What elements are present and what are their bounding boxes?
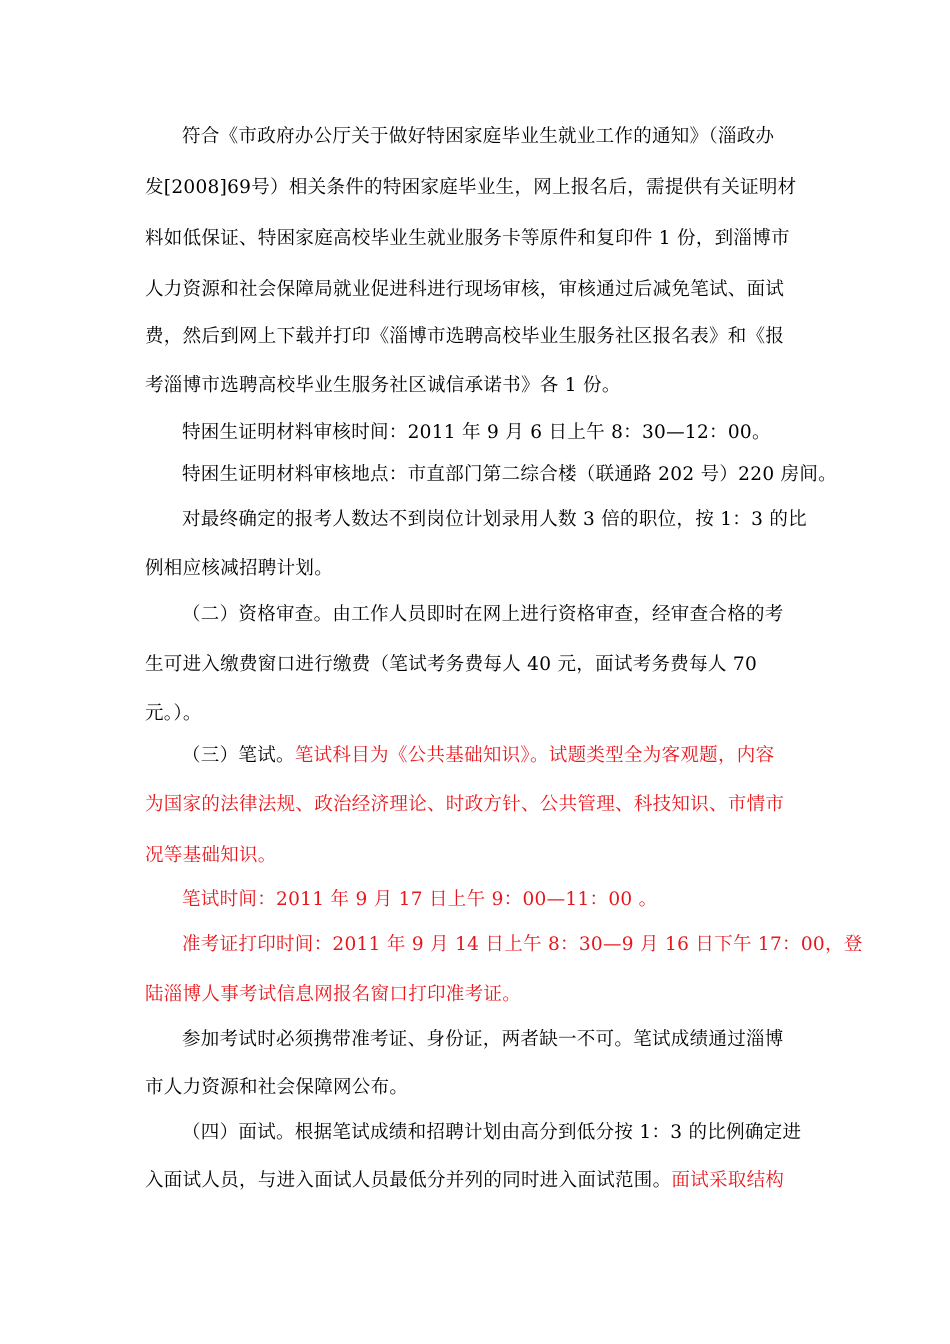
text-span: 费，然后到网上下载并打印《淄博市选聘高校毕业生服务社区报名表》和《报: [145, 326, 785, 347]
text-span: 料如低保证、特困家庭高校毕业生就业服务卡等原件和复印件 1 份，到淄博市: [145, 228, 790, 249]
text-span: 符合《市政府办公厅关于做好特困家庭毕业生就业工作的通知》（淄政办: [182, 126, 775, 147]
text-line: [182, 602, 784, 628]
text-line: [145, 1168, 784, 1194]
text-line: [182, 932, 863, 958]
text-span: 特困生证明材料审核地点：市直部门第二综合楼（联通路 202 号）220 房间。: [182, 464, 837, 485]
text-span: 元。）。: [145, 703, 202, 724]
text-line: [182, 420, 771, 446]
text-span: 参加考试时必须携带准考证、身份证，两者缺一不可。笔试成绩通过淄博: [182, 1029, 784, 1050]
text-span: 生可进入缴费窗口进行缴费（笔试考务费每人 40 元，面试考务费每人 70: [145, 654, 758, 675]
text-line: [145, 1075, 408, 1101]
text-line: [145, 652, 757, 678]
text-line: [182, 743, 774, 769]
text-line: [145, 175, 796, 201]
text-span: 市人力资源和社会保障网公布。: [145, 1077, 409, 1098]
text-span: 考淄博市选聘高校毕业生服务社区诚信承诺书》各 1 份。: [145, 375, 621, 396]
text-span: 特困生证明材料审核时间：2011 年 9 月 6 日上午 8：30—12：00。: [182, 422, 771, 443]
text-line: [145, 556, 333, 582]
highlight-span: 况等基础知识。: [145, 845, 277, 866]
text-line: [145, 373, 621, 399]
text-span: 发[2008]69号）相关条件的特困家庭毕业生，网上报名后，需提供有关证明材: [145, 177, 797, 198]
highlight-span: 面试采取结构: [671, 1170, 785, 1191]
text-span: （四）面试。根据笔试成绩和招聘计划由高分到低分按 1：3 的比例确定进: [182, 1122, 802, 1143]
text-line: [145, 226, 790, 252]
text-line: [145, 277, 784, 303]
text-span: 例相应核减招聘计划。: [145, 558, 334, 579]
highlight-span: 笔试时间：2011 年 9 月 17 日上午 9：00—11：00 。: [182, 889, 658, 910]
text-span: （二）资格审查。由工作人员即时在网上进行资格审查，经审查合格的考: [182, 604, 784, 625]
text-line: [145, 982, 521, 1008]
text-line: [182, 1120, 801, 1146]
text-span: （三）笔试。: [182, 745, 295, 766]
text-line: [182, 507, 807, 533]
highlight-span: 准考证打印时间：2011 年 9 月 14 日上午 8：30—9 月 16 日下午 17：00，登: [182, 934, 863, 955]
text-line: [145, 324, 784, 350]
highlight-span: 笔试科目为《公共基础知识》。试题类型全为客观题，内容: [294, 745, 775, 766]
text-line: [182, 124, 774, 150]
text-span: 人力资源和社会保障局就业促进科进行现场审核，审核通过后减免笔试、面试: [145, 279, 785, 300]
text-line: [145, 792, 784, 818]
text-line: [145, 843, 277, 869]
text-line: [182, 1027, 784, 1053]
highlight-span: 为国家的法律法规、政治经济理论、时政方针、公共管理、科技知识、市情市: [145, 794, 785, 815]
highlight-span: 陆淄博人事考试信息网报名窗口打印准考证。: [145, 984, 522, 1005]
text-line: [182, 887, 657, 913]
text-line: [145, 701, 202, 727]
text-line: [182, 462, 837, 488]
text-span: 对最终确定的报考人数达不到岗位计划录用人数 3 倍的职位，按 1：3 的比: [182, 509, 807, 530]
text-span: 入面试人员，与进入面试人员最低分并列的同时进入面试范围。: [145, 1170, 672, 1191]
